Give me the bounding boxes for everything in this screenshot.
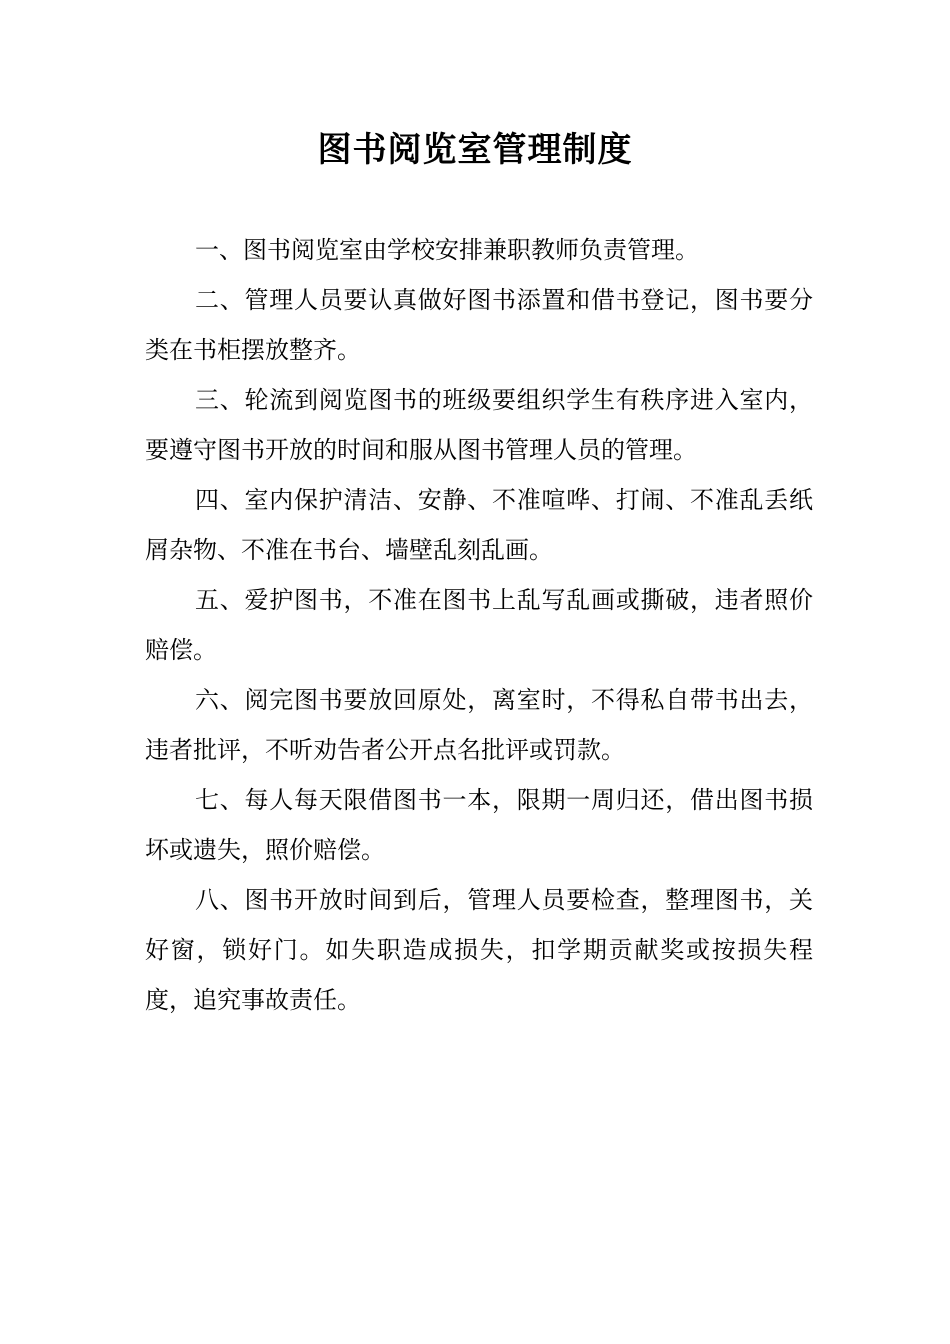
rule-paragraph-2: 二、管理人员要认真做好图书添置和借书登记，图书要分类在书柜摆放整齐。: [145, 286, 813, 364]
rule-paragraph-1: 一、图书阅览室由学校安排兼职教师负责管理。: [195, 236, 699, 264]
rule-paragraph-7: 七、每人每天限借图书一本，限期一周归还，借出图书损坏或遗失，照价赔偿。: [145, 786, 813, 864]
rule-paragraph-5: 五、爱护图书，不准在图书上乱写乱画或撕破，违者照价赔偿。: [145, 586, 813, 664]
rule-paragraph-8: 八、图书开放时间到后，管理人员要检查，整理图书，关好窗，锁好门。如失职造成损失，扣学期贡献奖或按损失程度，追究事故责任。: [145, 886, 813, 1014]
rule-paragraph-6: 六、阅完图书要放回原处，离室时，不得私自带书出去，违者批评，不听劝告者公开点名批评或罚款。: [145, 686, 813, 764]
document-title: 图书阅览室管理制度: [317, 130, 633, 170]
document-body: [145, 225, 813, 1025]
rule-paragraph-3: 三、轮流到阅览图书的班级要组织学生有秩序进入室内，要遵守图书开放的时间和服从图书管理人员的管理。: [145, 386, 813, 464]
rule-paragraph-4: 四、室内保护清洁、安静、不准喧哗、打闹、不准乱丢纸屑杂物、不准在书台、墙壁乱刻乱画。: [145, 486, 813, 564]
